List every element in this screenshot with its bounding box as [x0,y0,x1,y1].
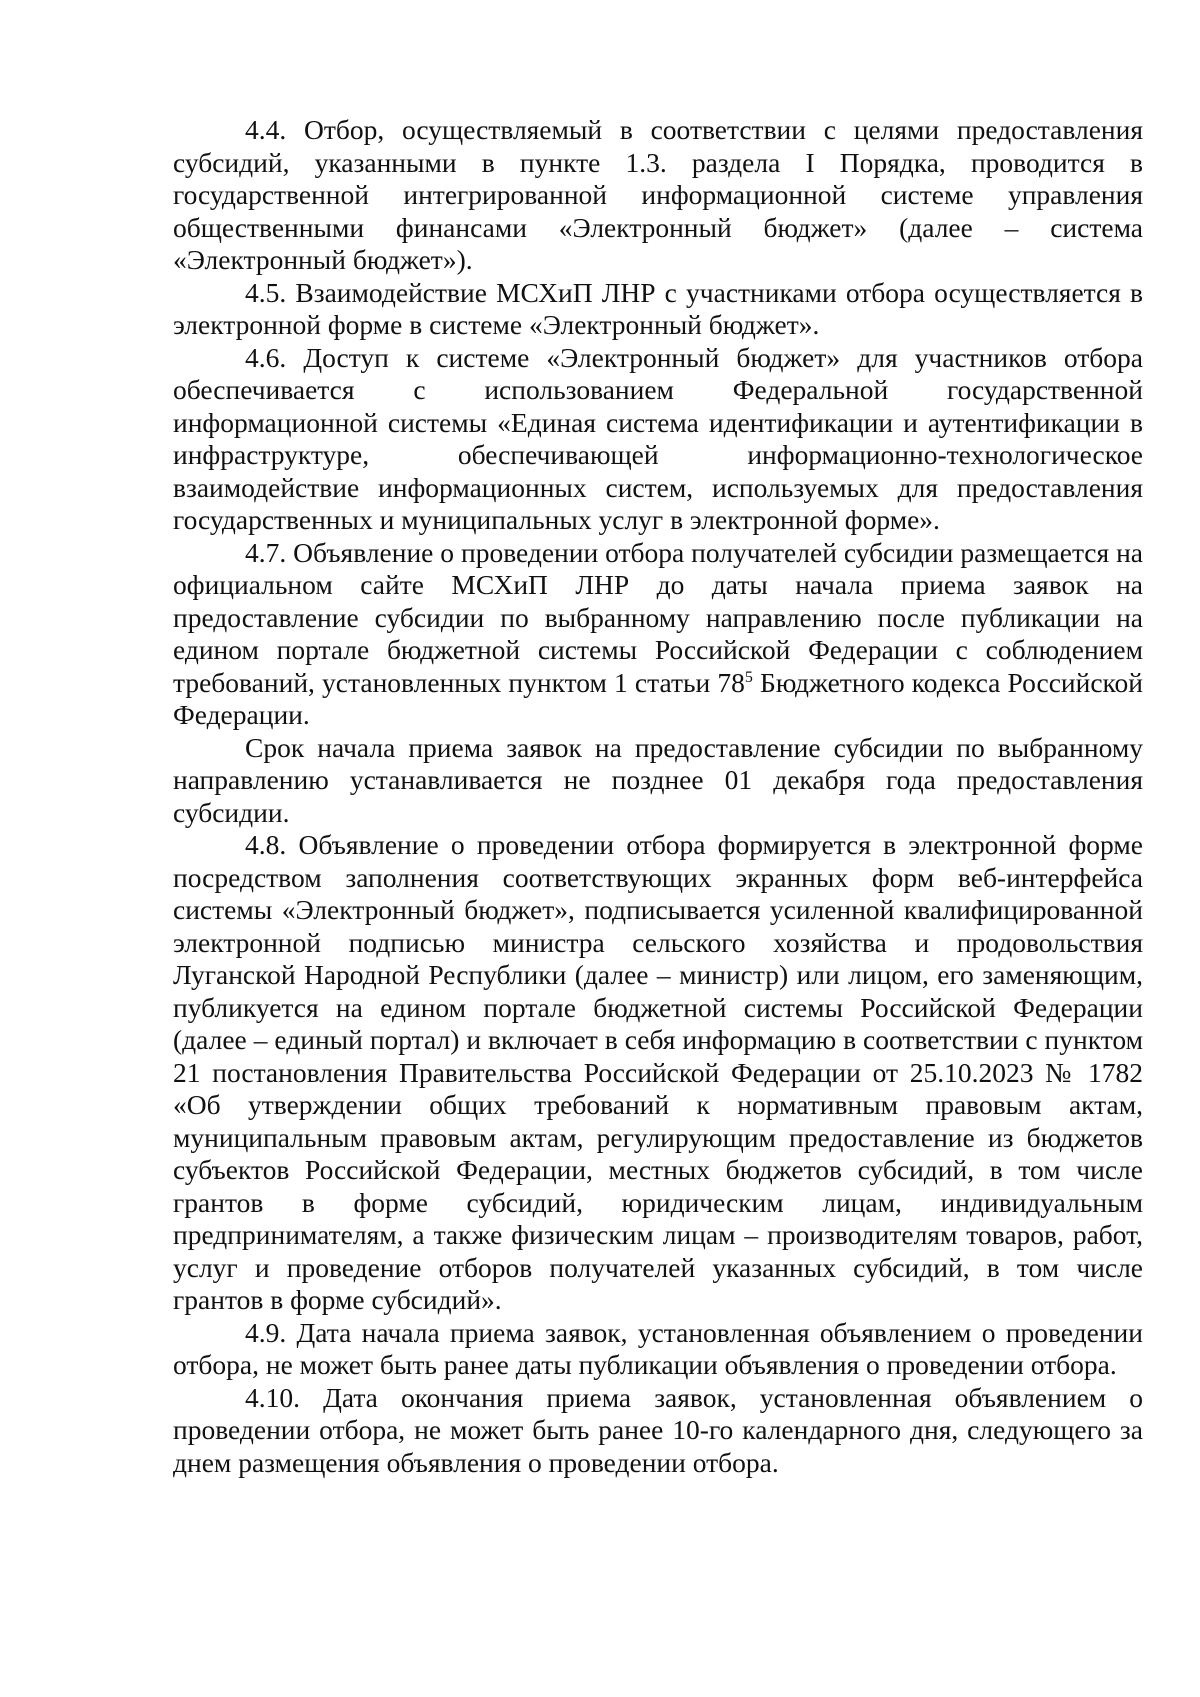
paragraph-4-4: 4.4. Отбор, осуществляемый в соответствии с целями предоставления субсидий, указанными в пункте 1.3. раздела I Порядка, проводится в государственной интегрированной информационной системе управления общественными финансами «Электронный бюджет» (далее – система «Электронный бюджет»). [173,114,1143,275]
paragraph-application-term: Срок начала приема заявок на предоставление субсидии по выбранному направлению устанавливается не позднее 01 декабря года предоставления субсидии. [173,731,1143,828]
paragraph-4-6: 4.6. Доступ к системе «Электронный бюджет» для участников отбора обеспечивается с использованием Федеральной государственной информационной системы «Единая система идентификации и аутентификации в инфраструктуре, обеспечивающей информационно-технологическое взаимодействие информационных систем, используемых для предоставления государственных и муниципальных услуг в электронной форме». [173,341,1143,535]
paragraph-4-7-text: 4.7. Объявление о проведении отбора получателей субсидии размещается на официальном сайте МСХиП ЛНР до даты начала приема заявок на предоставление субсидии по выбранному направлению после публикации на едином портале бюджетной системы Российской Федерации с соблюдением требований, установленных пунктом 1 статьи 78 [173,536,1143,698]
paragraph-4-8: 4.8. Объявление о проведении отбора формируется в электронной форме посредством заполнения соответствующих экранных форм веб-интерфейса системы «Электронный бюджет», подписывается усиленной квалифицированной электронной подписью министра сельского хозяйства и продовольствия Луганской Народной Республики (далее – министр) или лицом, его заменяющим, публикуется на едином портале бюджетной системы Российской Федерации (далее – единый портал) и включает в себя информацию в соответствии с пунктом 21 постановления Правительства Российской Федерации от 25.10.2023 № 1782 «Об утверждении общих требований к нормативным правовым актам, муниципальным правовым актам, регулирующим предоставление из бюджетов субъектов Российской Федерации, местных бюджетов субсидий, в том числе грантов в форме субсидий, юридическим лицам, индивидуальным предпринимателям, а также физическим лицам – производителям товаров, работ, услуг и проведение отборов получателей указанных субсидий, в том числе грантов в форме субсидий». [173,829,1143,1315]
superscript-article-number: 5 [744,668,753,686]
paragraph-4-7-text-end: Бюджетного кодекса Российской Федерации. [173,666,1143,730]
paragraph-4-9: 4.9. Дата начала приема заявок, установленная объявлением о проведении отбора, не может быть ранее даты публикации объявления о проведении отбора. [173,1316,1143,1380]
paragraph-4-10: 4.10. Дата окончания приема заявок, установленная объявлением о проведении отбора, не может быть ранее 10-го календарного дня, следующего за днем размещения объявления о проведении отбора. [173,1381,1143,1478]
document-page [173,114,1143,1479]
paragraph-4-5: 4.5. Взаимодействие МСХиП ЛНР с участниками отбора осуществляется в электронной форме в системе «Электронный бюджет». [173,276,1143,340]
paragraph-4-7 [173,537,1143,732]
